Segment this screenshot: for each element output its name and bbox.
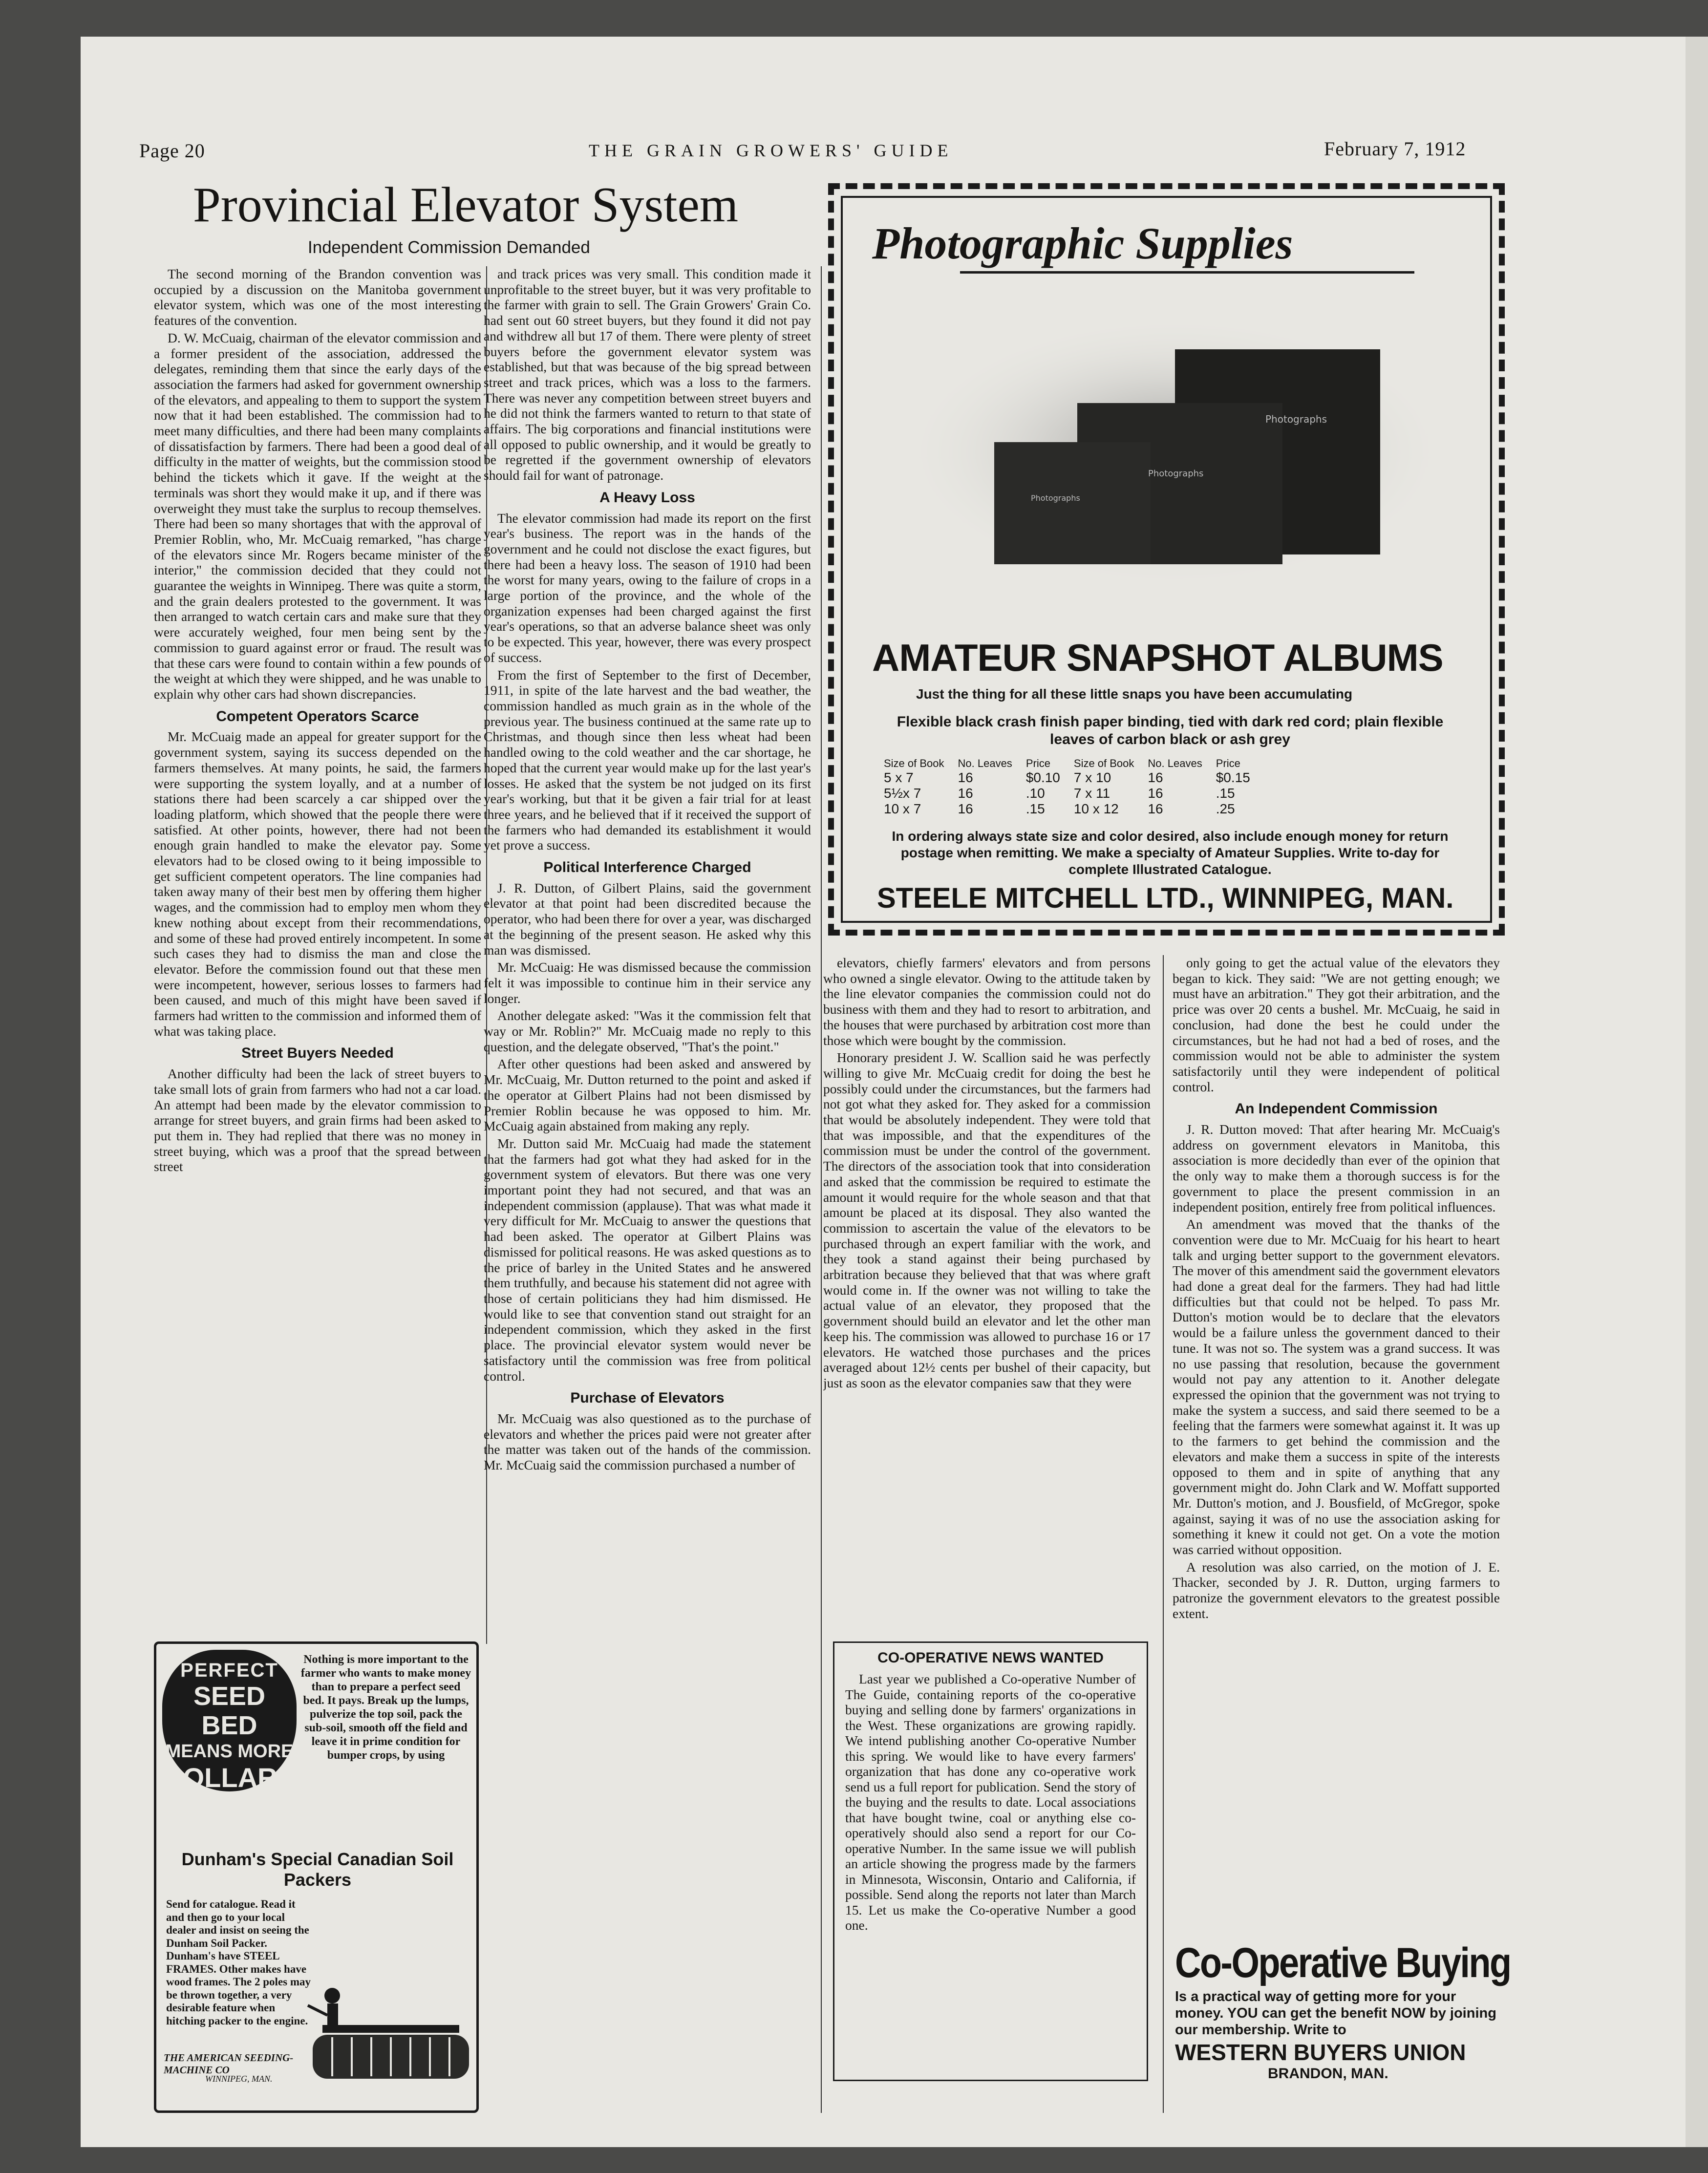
photo-ad-inner: [841, 196, 1492, 923]
subheading: An Independent Commission: [1235, 1101, 1438, 1117]
title-underline: [960, 271, 1414, 274]
paragraph: Mr. Dutton said Mr. McCuaig had made the statement that the farmers had got what they had asked for in the government system of elevators. But there was one very important point they had not secured, and that was an independent commission (applause). That was what made it very difficult for Mr. McCuaig to answer the questions that had been asked. The operator at Gilbert Plains was dismissed for political reasons. He was asked questions as to the price of barley in the United States and he answered them truthfully, and because his statement did not agree with those of certain politicians they had him dismissed. He would like to see that convention stand out straight for an independent commission, which they asked in the first place. The provincial elevator system would never be satisfactory until the commission was free from political control.: [484, 1135, 811, 1384]
paragraph: Honorary president J. W. Scallion said he was perfectly willing to give Mr. McCuaig credit for doing the best he possibly could under the circumstances, but the farmers had not got what they asked for. They asked for a commission that would be absolutely independent. They were told that that was impossible, and that the expenditures of the commission must be under the control of the government. The directors of the association took that into consideration and asked that the commission be required to estimate the amount it would require for the whole season and that that amount be placed at its disposal. They also wanted the commission to ascertain the value of the elevators to be purchased through an expert familiar with the work, and they took a stand against their being purchased by arbitration because they believed that that was where graft would come in. If the owner was not willing to take the actual value of an elevator, they proposed that the government should build an elevator and let the other man keep his. The commission was allowed to purchase 16 or 17 elevators. He watched those purchases and the prices averaged about 12½ cents per bushel of their capacity, but just as soon as the elevator companies saw that they were: [823, 1050, 1151, 1390]
ordering-note: In ordering always state size and color desired, also include enough money for return postage when remitting. We make a specialty of Amateur Supplies. Write to-day for complete Illustrated Catalogue.: [892, 829, 1449, 877]
table-cell: $0.10: [1025, 770, 1060, 785]
table-cell: 7 x 10: [1073, 770, 1111, 785]
photo-ad-company: STEELE MITCHELL LTD., WINNIPEG, MAN.: [877, 882, 1454, 914]
table-header: Price: [1025, 757, 1050, 769]
column-2: [484, 266, 811, 2108]
table-cell: 10 x 7: [884, 801, 921, 816]
subheading: Competent Operators Scarce: [216, 708, 419, 724]
albums-illustration: [901, 305, 1439, 589]
table-cell: 16: [1148, 770, 1163, 785]
album-label: Photographs: [1148, 469, 1204, 479]
soil-packer-illustration: [303, 1976, 474, 2088]
paragraph: Mr. McCuaig made an appeal for greater support for the government system, saying its success depended on the farmers themselves. At many points, he said, the farmers were supporting the system loyally, and at a number of stations there had been scarcely a car shipped over the loading platform, which showed that the people there were satisfied. At other points, however, there had not been enough grain handled to make the elevator pay. Some elevators had to be closed owing to it being impossible to get sufficient competent operators. The line companies had taken away many of their best men by offering them higher wages, and the commission had to employ men whom they knew nothing about except from their recommendations, and some of these had proved entirely incompetent. In some such cases they had to dismiss the man and close the elevator. Before the commission found out that these men were incompetent, however, serious losses to farmers had been caused, and much of this might have been saved if farmers had written to the commission and informed them of what was taking place.: [154, 729, 481, 1039]
albums-description: Flexible black crash finish paper binding, tied with dark red cord; plain flexible leaves of carbon black or ash grey: [897, 714, 1444, 747]
masthead: THE GRAIN GROWERS' GUIDE: [589, 141, 953, 160]
dunham-maker: THE AMERICAN SEEDING-MACHINE CO: [164, 2052, 294, 2076]
paragraph: J. R. Dutton, of Gilbert Plains, said the government elevator at that point had been discredited because the operator, who had been there for over a year, was discharged at the beginning of the present season. He asked why this man was dismissed.: [484, 880, 811, 958]
albums-headline: AMATEUR SNAPSHOT ALBUMS: [872, 636, 1443, 679]
paragraph: Another delegate asked: "Was it the commission felt that way or Mr. Roblin?" Mr. McCuaig made no reply to this question, and the delegate observed, "That's the point.": [484, 1008, 811, 1054]
subheading: Street Buyers Needed: [241, 1045, 394, 1062]
newspaper-page: [81, 37, 1686, 2147]
dunham-ad: [154, 1641, 479, 2113]
dunham-product: Dunham's Special Canadian Soil Packers: [181, 1849, 454, 1890]
column-rule: [1163, 955, 1164, 2113]
column-rule: [821, 266, 822, 2113]
table-cell: 10 x 12: [1073, 801, 1119, 816]
table-cell: 16: [1148, 786, 1163, 801]
paragraph: The elevator commission had made its report on the first year's business. The report was in the hands of the government and he could not disclose the exact figures, but there had been a heavy loss. The season of 1910 had been the worst for many years, owing to the failure of crops in a large portion of the province, and the whole of the organization expenses had been charged against the first year's operations, so that an adverse balance sheet was only to be expected. This year, however, there was every prospect of success.: [484, 510, 811, 665]
paragraph: From the first of September to the first of December, 1911, in spite of the late harvest and the bad weather, the commission handled as much grain as in the whole of the previous year. The business continued at the same rate up to Christmas, and though since then less wheat had been handled owing to the cold weather and the car shortage, he hoped that the current year would make up for the last year's losses. He asked that the system be not judged on its first year's working, but that it be given a fair trial for at least three years, and he believed that if it received the support of the farmers who had demanded its establishment it would yet prove a success.: [484, 667, 811, 853]
coop-news-title: CO-OPERATIVE NEWS WANTED: [877, 1650, 1104, 1666]
paragraph: J. R. Dutton moved: That after hearing Mr. McCuaig's address on government elevators in Manitoba, this association is more decidedly than ever of the opinion that the only way to make them a thorough success is for the government to place the present commission in an independent position, entirely free from political influences.: [1173, 1122, 1500, 1214]
article-subtitle: Independent Commission Demanded: [308, 238, 590, 257]
page-number: Page 20: [139, 140, 205, 162]
adjacent-page-edge: [1686, 37, 1708, 2147]
column-3: [823, 955, 1151, 1634]
paragraph: elevators, chiefly farmers' elevators and from persons who owned a single elevator. Owing to the attitude taken by the line elevator companies the commission could not do business with them and they had to resort to arbitration, and the houses that were purchased by arbitration cost more than those which were bought by the commission.: [823, 955, 1151, 1048]
paragraph: After other questions had been asked and answered by Mr. McCuaig, Mr. Dutton returned to the point and asked if the operator at Gilbert Plains had not been dismissed by Premier Roblin because he was opposed to him. Mr. McCuaig again abstained from making any reply.: [484, 1056, 811, 1134]
table-cell: 16: [1148, 801, 1163, 816]
table-header: Size of Book: [884, 757, 944, 769]
table-cell: 5 x 7: [884, 770, 914, 785]
coop-buying-title: Co-Operative Buying: [1175, 1939, 1511, 1986]
table-row: [877, 801, 1257, 817]
dunham-body: Send for catalogue. Read it and then go to your local dealer and insist on seeing the Dunham Soil Packer. Dunham's have STEEL FRAMES. Other makes have wood frames. The 2 poles may be thrown together, a very desirable feature when hitching packer to the engine.: [166, 1898, 311, 2027]
coop-buying-body: Is a practical way of getting more for your money. YOU can get the benefit NOW by joining our membership. Write to: [1175, 1989, 1496, 2038]
albums-tagline: Just the thing for all these little snaps you have been accumulating: [916, 686, 1353, 702]
paragraph: only going to get the actual value of the elevators they began to kick. They said: "We are not getting enough; we must have an arbitration." They got their arbitration, and the price was over 20 cents a bushel. Mr. McCuaig, he said in conclusion, had done the best he could under the circumstances, but he had not had a bed of roses, and the commission would not be able to administer the system satisfactorily until they were independent of political control.: [1173, 955, 1500, 1094]
column-4: [1173, 955, 1500, 1932]
paragraph: Mr. McCuaig was also questioned as to the purchase of elevators and whether the prices paid were not greater after the matter was taken out of the hands of the commission. Mr. McCuaig said the commission purchased a number of: [484, 1410, 811, 1473]
coop-buying-ad: [1175, 1939, 1512, 2086]
issue-date: February 7, 1912: [1324, 138, 1466, 160]
subheading: Purchase of Elevators: [570, 1390, 725, 1406]
subheading: A Heavy Loss: [599, 489, 695, 506]
table-header: No. Leaves: [1148, 757, 1202, 769]
table-header: Price: [1216, 757, 1240, 769]
paragraph: Mr. McCuaig: He was dismissed because the commission felt it was impossible to continue him in their service any longer.: [484, 959, 811, 1006]
table-row: [877, 770, 1257, 786]
table-cell: .25: [1216, 801, 1235, 816]
table-cell: 5½x 7: [884, 786, 921, 801]
table-cell: .15: [1025, 801, 1045, 816]
paragraph: Another difficulty had been the lack of street buyers to take small lots of grain from farmers who had not a car load. An attempt had been made by the elevator commission to arrange for street buyers, and grain firms had been asked to put them in. They had replied that there was no money in street buying, which was a proof that the spread between street: [154, 1066, 481, 1174]
coop-buying-company: WESTERN BUYERS UNION: [1175, 2040, 1466, 2065]
paragraph: An amendment was moved that the thanks of the convention were due to Mr. McCuaig for his heart to heart talk and urging better support to the government elevators. The mover of this amendment said the government elevators had done a great deal for the farmers. They had had little difficulties but that could not be helped. To pass Mr. Dutton's motion would be to declare that the elevators would be a failure unless the government danced to their tune. It was not so. The system was a grand success. It was no use passing that resolution, because the government would not pay any attention to it. Another delegate expressed the opinion that the government was not trying to make the system a success, and said there seemed to be a feeling that the farmers were somewhat against it. It was up to the farmers to get behind the commission and the elevators and make them a success in spite of the interests opposed to them and in spite of anything that any government might do. John Clark and W. Moffatt supported Mr. Dutton's motion, and J. Bousfield, of McGregor, spoke against, saying it was of no use the association asking for something it knew it could not get. On a vote the motion was carried without opposition.: [1173, 1216, 1500, 1557]
table-cell: .10: [1025, 786, 1045, 801]
table-cell: 16: [958, 770, 973, 785]
paragraph: D. W. McCuaig, chairman of the elevator commission and a former president of the association, addressed the delegates, reminding them that since the early days of the association the farmers had asked for government ownership of the elevators, and appealing to them to support the system now that it had been established. The commission had to meet many difficulties, and there had been many complaints of dissatisfaction by farmers. There had been a good deal of difficulty in the matter of weights, but the commission stood behind the tickets which it gave. If the weight at the terminals was short they would make it up, and if there was overweight they must take the surplus to recoup themselves. There had been so many shortages that with the approval of Premier Roblin, who, Mr. McCuaig remarked, "has charge of the elevators since Mr. Rogers became minister of the interior," the commission decided that they could not guarantee the weights in Winnipeg. There was quite a storm, and the grain dealers protested to the government. It was then arranged to watch certain cars and make sure that they were accurately weighed, four men being sent by the commission to guard against error or fraud. The result was that these cars were found to contain within a few pounds of the weight at which they were shipped, and he was unable to explain why other cars had shown discrepancies.: [154, 330, 481, 702]
album-label: Photographs: [1031, 493, 1080, 503]
coop-news-body: Last year we published a Co-operative Number of The Guide, containing reports of the co-operative buying and selling done by farmers' organizations in the West. These organizations are growing rapidly. We intend publishing another Co-operative Number this spring. We would like to have every farmers' organization that has done any co-operative work send us a full report for publication. Send the story of the buying and the results to date. Local associations that have bought twine, coal or anything else co-operatively should also send a report for our Co-operative Number. In the same issue we will publish an article showing the progress made by the farmers in Minnesota, Wisconsin, Ontario and California, if possible. Send along the reports not later than March 15. Let us make the Co-operative Number a good one.: [845, 1671, 1136, 1933]
paragraph: and track prices was very small. This condition made it unprofitable to the street buyer, but it was very profitable to the farmer with grain to sell. The Grain Growers' Grain Co. had sent out 60 street buyers, but they found it did not pay and withdrew all but 17 of them. There were plenty of street buyers before the government elevator system was established, but that was because of the big spread between street and track prices, which was a loss to the farmers. There was never any competition between street buyers and he did not think the farmers wanted to return to that state of affairs. The big corporations and financial institutions were all opposed to public ownership, and it would be greatly to be regretted if the government ownership of elevators should fail for want of patronage.: [484, 266, 811, 483]
article-title: Provincial Elevator System: [193, 177, 739, 233]
paragraph: A resolution was also carried, on the motion of J. E. Thacker, seconded by J. R. Dutton, urging farmers to patronize the government elevators to the greatest possible extent.: [1173, 1559, 1500, 1621]
album-label: Photographs: [1265, 413, 1327, 425]
column-1: [154, 266, 481, 1639]
dunham-city: WINNIPEG, MAN.: [205, 2074, 273, 2084]
table-cell: 7 x 11: [1073, 786, 1110, 801]
table-cell: 16: [958, 786, 973, 801]
table-header: Size of Book: [1073, 757, 1134, 769]
coop-news-box: [833, 1641, 1148, 2081]
table-cell: 16: [958, 801, 973, 816]
table-row: [877, 786, 1257, 801]
dunham-intro: Nothing is more important to the farmer who wants to make money than to prepare a perfect seed bed. It pays. Break up the lumps, pulverize the top soil, pack the sub-soil, smooth off the field and leave it in prime condition for bumper crops, by using: [300, 1653, 471, 1762]
subheading: Political Interference Charged: [543, 859, 751, 876]
table-cell: $0.15: [1216, 770, 1250, 785]
seed-bed-logo: PERFECT SEED BED MEANS MORE DOLLARS: [162, 1650, 297, 1791]
table-cell: .15: [1216, 786, 1235, 801]
paragraph: The second morning of the Brandon convention was occupied by a discussion on the Manitoba government elevator system, which was one of the most interesting features of the convention.: [154, 266, 481, 328]
price-table: [877, 757, 1257, 817]
photo-ad-title: Photographic Supplies: [872, 218, 1293, 268]
table-header: No. Leaves: [958, 757, 1012, 769]
table-header-row: [877, 757, 1257, 770]
coop-buying-city: BRANDON, MAN.: [1268, 2066, 1388, 2082]
